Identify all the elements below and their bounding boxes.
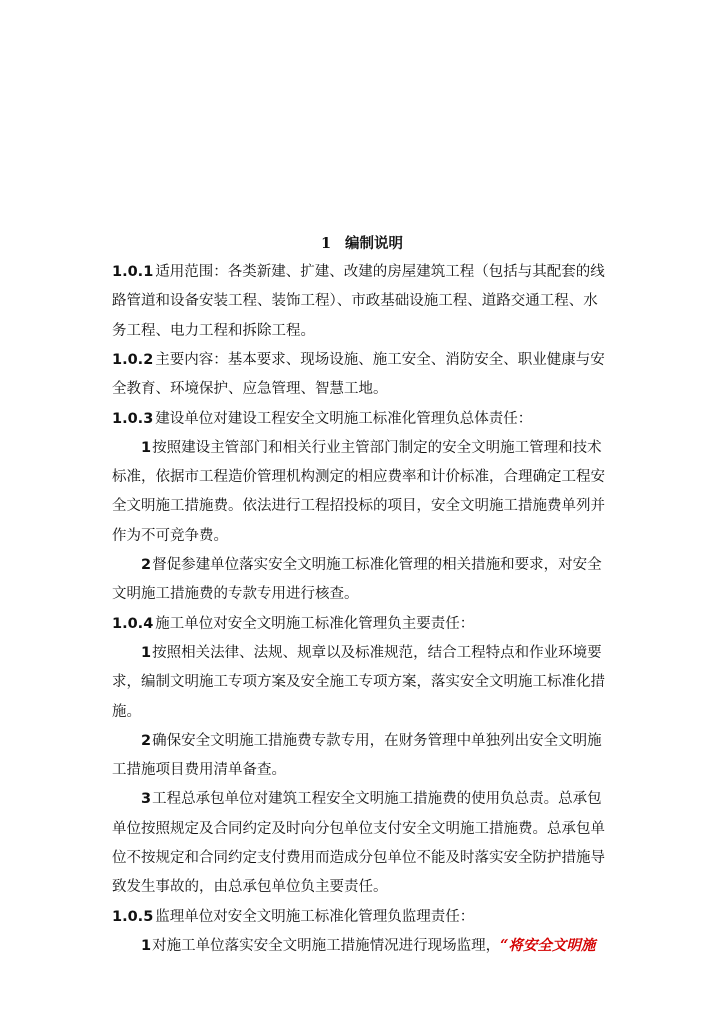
text-line	[141, 436, 621, 460]
line-text: 按照相关法律、法规、规章以及标准规范，结合工程特点和作业环境要	[152, 644, 602, 661]
text-line	[112, 319, 632, 343]
text-line	[141, 787, 621, 811]
text-line	[112, 377, 632, 401]
line-text: 工措施项目费用清单备查。	[112, 762, 286, 779]
text-line	[112, 407, 632, 431]
item-number: 3	[141, 791, 152, 808]
text-line	[112, 846, 632, 870]
section-title-number: 1	[320, 235, 332, 252]
line-text: 求，编制文明施工专项方案及安全施工专项方案，落实安全文明施工标准化措	[112, 674, 605, 691]
line-text: 适用范围：各类新建、扩建、改建的房屋建筑工程（包括与其配套的线	[155, 264, 605, 280]
line-text: 施。	[112, 703, 141, 720]
line-text: 工程总承包单位对建筑工程安全文明施工措施费的使用负总责。总承包	[152, 791, 602, 808]
text-line	[112, 289, 632, 313]
text-line	[112, 905, 632, 929]
line-text: 督促参建单位落实安全文明施工标准化管理的相关措施和要求，对安全	[152, 557, 602, 573]
line-text: 确保安全文明施工措施费专款专用，在财务管理中单独列出安全文明施	[152, 732, 602, 749]
line-text: 监理单位对安全文明施工标准化管理负监理责任：	[155, 908, 475, 925]
text-line	[112, 758, 632, 782]
line-text: 建设单位对建设工程安全文明施工标准化管理负总体责任：	[155, 410, 533, 427]
highlight-text: “将安全文明施	[500, 936, 596, 954]
text-line	[112, 260, 632, 284]
item-number: 2	[141, 732, 152, 749]
item-number: 1	[141, 439, 152, 456]
clause-number: 1.0.2	[112, 351, 154, 368]
text-line	[112, 875, 632, 899]
text-line	[141, 641, 621, 665]
clause-number: 1.0.4	[112, 615, 154, 632]
line-text: 主要内容：基本要求、现场设施、施工安全、消防安全、职业健康与安	[155, 351, 605, 368]
line-text: 作为不可竞争费。	[112, 527, 228, 544]
line-text: 全教育、环境保护、应急管理、智慧工地。	[112, 381, 388, 398]
text-line	[112, 700, 632, 724]
line-text: 位不按规定和合同约定支付费用而造成分包单位不能及时落实安全防护措施导	[112, 850, 605, 866]
item-number: 2	[141, 557, 152, 573]
text-line	[141, 729, 621, 753]
line-text: 务工程、电力工程和拆除工程。	[112, 322, 315, 339]
text-line	[112, 524, 632, 548]
line-text: 施工单位对安全文明施工标准化管理负主要责任：	[155, 615, 475, 632]
clause-number: 1.0.1	[112, 264, 154, 280]
line-text: 标准，依据市工程造价管理机构测定的相应费率和计价标准，合理确定工程安	[112, 469, 605, 486]
text-line	[141, 934, 621, 958]
clause-number: 1.0.3	[112, 410, 154, 427]
text-line	[112, 582, 632, 606]
line-text: 路管道和设备安装工程、装饰工程）、市政基础设施工程、道路交通工程、水	[112, 293, 598, 310]
text-line	[112, 348, 632, 372]
text-line	[112, 494, 632, 518]
line-text: 按照建设主管部门和相关行业主管部门制定的安全文明施工管理和技术	[152, 439, 602, 456]
section-title-text: 编制说明	[345, 235, 404, 252]
line-text: 致发生事故的，由总承包单位负主要责任。	[112, 879, 388, 896]
line-text: 单位按照规定及合同约定及时向分包单位支付安全文明施工措施费。总承包单	[112, 820, 605, 837]
item-number: 1	[141, 644, 152, 661]
item-number: 1	[141, 937, 152, 954]
line-text: 文明施工措施费的专款专用进行核查。	[112, 586, 359, 603]
text-line	[112, 670, 632, 694]
clause-number: 1.0.5	[112, 908, 154, 925]
text-line	[112, 612, 632, 636]
section-title	[0, 232, 724, 256]
line-text: 对施工单位落实安全文明施工措施情况进行现场监理，	[152, 937, 501, 954]
text-line	[112, 465, 632, 489]
text-line	[112, 817, 632, 841]
text-line	[141, 553, 621, 577]
line-text: 全文明施工措施费。依法进行工程招投标的项目，安全文明施工措施费单列并	[112, 498, 605, 515]
